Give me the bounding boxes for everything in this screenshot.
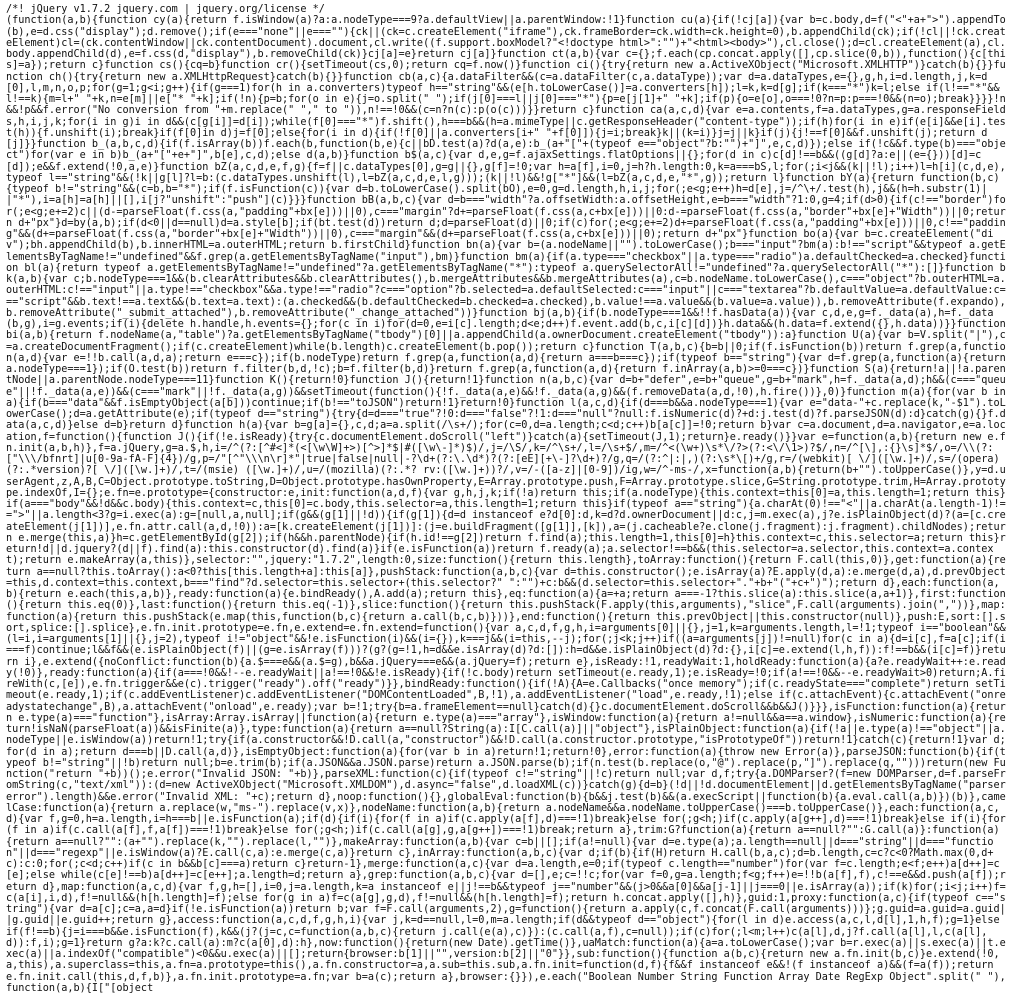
minified-code: (function(a,b){function cy(a){return f.isWindow(a)?a:a.nodeType===9?a.defaultView||a.parentWindow:!1}function cu(a){if(!cj[a]){var b=c.body,d=f("<"+a+">").appendTo(b),e=d.css("display");d.remove();if(e==="none"||e===""){ck||(ck=c.createElement("iframe"),ck.frameBorder=ck.width=ck.height=0),b.appendChild(ck);if(!cl||!ck.createElement)cl=(ck.contentWindow||ck.contentDocument).document,cl.write((f.support.boxModel?"<!doctype html>":"")+"<html><body>"),cl.close();d=cl.createElement(a),cl.body.appendChild(d),e=f.css(d,"display"),b.removeChild(ck)}cj[a]=e}return cj[a]}function ct(a,b){var c={};f.each(cp.concat.apply([],cp.slice(0,b)),function(){c[this]=a});return c}function cs(){cq=b}function cr(){setTimeout(cs,0);return cq=f.now()}function ci(){try{return new a.ActiveXObject("Microsoft.XMLHTTP")}catch(b){}}function ch(){try{return new a.XMLHttpRequest}catch(b){}}function cb(a,c){a.dataFilter&&(c=a.dataFilter(c,a.dataType));var d=a.dataTypes,e={},g,h,i=d.length,j,k=d[0],l,m,n,o,p;for(g=1;g<i;g++){if(g===1)for(h in a.converters)typeof h=="string"&&(e[h.toLowerCase()]=a.converters[h]);l=k,k=d[g];if(k==="*")k=l;else if(l!=="*"&&l!==k){m=l+" "+k,n=e[m]||e["* "+k];if(!n){p=b;for(o in e){j=o.split(" ");if(j[0]===l||j[0]==="*"){p=e[j[1]+" "+k];if(p){o=e[o],o===!0?n=p:p===!0&&(n=o);break}}}}!n&&!p&&f.error("No conversion from "+m.replace(" "," to ")),n!==!0&&(c=n?n(c):p(o(c)))}}return c}function ca(a,c,d){var e=a.contents,f=a.dataTypes,g=a.responseFields,h,i,j,k;for(i in g)i in d&&(c[g[i]]=d[i]);while(f[0]==="*")f.shift(),h===b&&(h=a.mimeType||c.getResponseHeader("content-type"));if(h)for(i in e)if(e[i]&&e[i].test(h)){f.unshift(i);break}if(f[0]in d)j=f[0];else{for(i in d){if(!f[0]||a.converters[i+" "+f[0]]){j=i;break}k||(k=i)}j=j||k}if(j){j!==f[0]&&f.unshift(j);return d[j]}}function b_(a,b,c,d){if(f.isArray(b))f.each(b,function(b,e){c||bD.test(a)?d(a,e):b_(a+"["+(typeof e=="object"?b:"")+"]",e,c,d)});else if(!c&&f.type(b)==="object")for(var e in b)b_(a+"["+e+"]",b[e],c,d);else d(a,b)}function b$(a,c){var d,e,g=f.ajaxSettings.flatOptions||{};for(d in c)c[d]!==b&&((g[d]?a:e||(e={}))[d]=c[d]);e&&f.extend(!0,a,e)}function bZ(a,c,d,e,f,g){f=f||c.dataTypes[0],g=g||{},g[f]=!0;var h=a[f],i=0,j=h?h.length:0,k=a===bS,l;for(;i<j&&(k||!l);i++)l=h[i](c,d,e),typeof l=="string"&&(!k||g[l]?l=b:(c.dataTypes.unshift(l),l=bZ(a,c,d,e,l,g)));(k||!l)&&!g["*"]&&(l=bZ(a,c,d,e,"*",g));return l}function bY(a){return function(b,c){typeof b!="string"&&(c=b,b="*");if(f.isFunction(c)){var d=b.toLowerCase().split(bO),e=0,g=d.length,h,i,j;for(;e<g;e++)h=d[e],j=/^\+/.test(h),j&&(h=h.substr(1)||"*"),i=a[h]=a[h]||[],i[j?"unshift":"push"](c)}}}function bB(a,b,c){var d=b==="width"?a.offsetWidth:a.offsetHeight,e=b==="width"?1:0,g=4;if(d>0){if(c!=="border")for(;e<g;e+=2)c||(d-=parseFloat(f.css(a,"padding"+bx[e]))||0),c==="margin"?d+=parseFloat(f.css(a,c+bx[e]))||0:d-=parseFloat(f.css(a,"border"+bx[e]+"Width"))||0;return d+"px"}d=by(a,b);if(d<0||d==null)d=a.style[b];if(bt.test(d))return d;d=parseFloat(d)||0;if(c)for(;e<g;e+=2)d+=parseFloat(f.css(a,"padding"+bx[e]))||0,c!=="padding"&&(d+=parseFloat(f.css(a,"border"+bx[e]+"Width"))||0),c==="margin"&&(d+=parseFloat(f.css(a,c+bx[e]))||0);return d+"px"}function bo(a){var b=c.createElement("div");bh.appendChild(b),b.innerHTML=a.outerHTML;return b.firstChild}function bn(a){var b=(a.nodeName||"").toLowerCase();b==="input"?bm(a):b!=="script"&&typeof a.getElementsByTagName!="undefined"&&f.grep(a.getElementsByTagName("input"),bm)}function bm(a){if(a.type==="checkbox"||a.type==="radio")a.defaultChecked=a.checked}function bl(a){return typeof a.getElementsByTagName!="undefined"?a.getElementsByTagName("*"):typeof a.querySelectorAll!="undefined"?a.querySelectorAll("*"):[]}function bk(a,b){var c;b.nodeType===1&&(b.clearAttributes&&b.clearAttributes(),b.mergeAttributes&&b.mergeAttributes(a),c=b.nodeName.toLowerCase(),c==="object"?b.outerHTML=a.outerHTML:c!=="input"||a.type!=="checkbox"&&a.type!=="radio"?c==="option"?b.selected=a.defaultSelected:c==="input"||c==="textarea"?b.defaultValue=a.defaultValue:c==="script"&&b.text!==a.text&&(b.text=a.text):(a.checked&&(b.defaultChecked=b.checked=a.checked),b.value!==a.value&&(b.value=a.value)),b.removeAttribute(f.expando),b.removeAttribute("_submit_attached"),b.removeAttribute("_change_attached"))}function bj(a,b){if(b.nodeType===1&&!!f.hasData(a)){var c,d,e,g=f._data(a),h=f._data(b,g),i=g.events;if(i){delete h.handle,h.events={};for(c in i)for(d=0,e=i[c].length;d<e;d++)f.event.add(b,c,i[c][d])}h.data&&(h.data=f.extend({},h.data))}}function bi(a,b){return f.nodeName(a,"table")?a.getElementsByTagName("tbody")[0]||a.appendChild(a.ownerDocument.createElement("tbody")):a}function U(a){var b=V.split("|"),c=a.createDocumentFragment();if(c.createElement)while(b.length)c.createElement(b.pop());return c}function T(a,b,c){b=b||0;if(f.isFunction(b))return f.grep(a,function(a,d){var e=!!b.call(a,d,a);return e===c});if(b.nodeType)return f.grep(a,function(a,d){return a===b===c});if(typeof b=="string"){var d=f.grep(a,function(a){return a.nodeType===1});if(O.test(b))return f.filter(b,d,!c);b=f.filter(b,d)}return f.grep(a,function(a,d){return f.inArray(a,b)>=0===c})}function S(a){return!a||!a.parentNode||a.parentNode.nodeType===11}function K(){return!0}function J(){return!1}function n(a,b,c){var d=b+"defer",e=b+"queue",g=b+"mark",h=f._data(a,d);h&&(c==="queue"||!f._data(a,e))&&(c==="mark"||!f._data(a,g))&&setTimeout(function(){!f._data(a,e)&&!f._data(a,g)&&(f.removeData(a,d,!0),h.fire())},0)}function m(a){for(var b in a){if(b==="data"&&f.isEmptyObject(a[b]))continue;if(b!=="toJSON")return!1}return!0}function l(a,c,d){if(d===b&&a.nodeType===1){var e="data-"+c.replace(k,"-$1").toLowerCase();d=a.getAttribute(e);if(typeof d=="string"){try{d=d==="true"?!0:d==="false"?!1:d==="null"?null:f.isNumeric(d)?+d:j.test(d)?f.parseJSON(d):d}catch(g){}f.data(a,c,d)}else d=b}return d}function h(a){var b=g[a]={},c,d;a=a.split(/\s+/);for(c=0,d=a.length;c<d;c++)b[a[c]]=!0;return b}var c=a.document,d=a.navigator,e=a.location,f=function(){function J(){if(!e.isReady){try{c.documentElement.doScroll("left")}catch(a){setTimeout(J,1);return}e.ready()}}var e=function(a,b){return new e.fn.init(a,b,h)},f=a.jQuery,g=a.$,h,i=/^(?:[^#<]*(<[\w\W]+>)[^>]*$|#([\w\-]*)$)/,j=/\S/,k=/^\s+/,l=/\s+$/,m=/^<(\w+)\s*\/?>(?:<\/\1>)?$/,n=/^[\],:{}\s]*$/,o=/\\(?:["\\\/bfnrt]|u[0-9a-fA-F]{4})/g,p=/"[^"\\\n\r]*"|true|false|null|-?\d+(?:\.\d*)?(?:[eE][+\-]?\d+)?/g,q=/(?:^|:|,)(?:\s*\[)+/g,r=/(webkit)[ \/]([\w.]+)/,s=/(opera)(?:.*version)?[ \/]([\w.]+)/,t=/(msie) ([\w.]+)/,u=/(mozilla)(?:.*? rv:([\w.]+))?/,v=/-([a-z]|[0-9])/ig,w=/^-ms-/,x=function(a,b){return(b+"").toUpperCase()},y=d.userAgent,z,A,B,C=Object.prototype.toString,D=Object.prototype.hasOwnProperty,E=Array.prototype.push,F=Array.prototype.slice,G=String.prototype.trim,H=Array.prototype.indexOf,I={};e.fn=e.prototype={constructor:e,init:function(a,d,f){var g,h,j,k;if(!a)return this;if(a.nodeType){this.context=this[0]=a,this.length=1;return this}if(a==="body"&&!d&&c.body){this.context=c,this[0]=c.body,this.selector=a,this.length=1;return this}if(typeof a=="string"){a.charAt(0)!=="<"||a.charAt(a.length-1)!==">"||a.length<3?g=i.exec(a):g=[null,a,null];if(g&&(g[1]||!d)){if(g[1]){d=d instanceof e?d[0]:d,k=d?d.ownerDocument||d:c,j=m.exec(a),j?e.isPlainObject(d)?(a=[c.createElement(j[1])],e.fn.attr.call(a,d,!0)):a=[k.createElement(j[1])]:(j=e.buildFragment([g[1]],[k]),a=(j.cacheable?e.clone(j.fragment):j.fragment).childNodes);return e.merge(this,a)}h=c.getElementById(g[2]);if(h&&h.parentNode){if(h.id!==g[2])return f.find(a);this.length=1,this[0]=h}this.context=c,this.selector=a;return this}return!d||d.jquery?(d||f).find(a):this.constructor(d).find(a)}if(e.isFunction(a))return f.ready(a);a.selector!==b&&(this.selector=a.selector,this.context=a.context);return e.makeArray(a,this)},selector:"",jquery:"1.7.2",length:0,size:function(){return this.length},toArray:function(){return F.call(this,0)},get:function(a){return a==null?this.toArray():a<0?this[this.length+a]:this[a]},pushStack:function(a,b,c){var d=this.constructor();e.isArray(a)?E.apply(d,a):e.merge(d,a),d.prevObject=this,d.context=this.context,b==="find"?d.selector=this.selector+(this.selector?" ":"")+c:b&&(d.selector=this.selector+"."+b+"("+c+")");return d},each:function(a,b){return e.each(this,a,b)},ready:function(a){e.bindReady(),A.add(a);return this},eq:function(a){a=+a;return a===-1?this.slice(a):this.slice(a,a+1)},first:function(){return this.eq(0)},last:function(){return this.eq(-1)},slice:function(){return this.pushStack(F.apply(this,arguments),"slice",F.call(arguments).join(","))},map:function(a){return this.pushStack(e.map(this,function(b,c){return a.call(b,c,b)}))},end:function(){return this.prevObject||this.constructor(null)},push:E,sort:[].sort,splice:[].splice},e.fn.init.prototype=e.fn,e.extend=e.fn.extend=function(){var a,c,d,f,g,h,i=arguments[0]||{},j=1,k=arguments.length,l=!1;typeof i=="boolean"&&(l=i,i=arguments[1]||{},j=2),typeof i!="object"&&!e.isFunction(i)&&(i={}),k===j&&(i=this,--j);for(;j<k;j++)if((a=arguments[j])!=null)for(c in a){d=i[c],f=a[c];if(i===f)continue;l&&f&&(e.isPlainObject(f)||(g=e.isArray(f)))?(g?(g=!1,h=d&&e.isArray(d)?d:[]):h=d&&e.isPlainObject(d)?d:{},i[c]=e.extend(l,h,f)):f!==b&&(i[c]=f)}return i},e.extend({noConflict:function(b){a.$===e&&(a.$=g),b&&a.jQuery===e&&(a.jQuery=f);return e},isReady:!1,readyWait:1,holdReady:function(a){a?e.readyWait++:e.ready(!0)},ready:function(a){if(a===!0&&!--e.readyWait||a!==!0&&!e.isReady){if(!c.body)return setTimeout(e.ready,1);e.isReady=!0;if(a!==!0&&--e.readyWait>0)return;A.fireWith(c,[e]),e.fn.trigger&&e(c).trigger("ready").off("ready")}},bindReady:function(){if(!A){A=e.Callbacks("once memory");if(c.readyState==="complete")return setTimeout(e.ready,1);if(c.addEventListener)c.addEventListener("DOMContentLoaded",B,!1),a.addEventListener("load",e.ready,!1);else if(c.attachEvent){c.attachEvent("onreadystatechange",B),a.attachEvent("onload",e.ready);var b=!1;try{b=a.frameElement==null}catch(d){}c.documentElement.doScroll&&b&&J()}}},isFunction:function(a){return e.type(a)==="function"},isArray:Array.isArray||function(a){return e.type(a)==="array"},isWindow:function(a){return a!=null&&a==a.window},isNumeric:function(a){return!isNaN(parseFloat(a))&&isFinite(a)},type:function(a){return a==null?String(a):I[C.call(a)]||"object"},isPlainObject:function(a){if(!a||e.type(a)!=="object"||a.nodeType||e.isWindow(a))return!1;try{if(a.constructor&&!D.call(a,"constructor")&&!D.call(a.constructor.prototype,"isPrototypeOf"))return!1}catch(c){return!1}var d;for(d in a);return d===b||D.call(a,d)},isEmptyObject:function(a){for(var b in a)return!1;return!0},error:function(a){throw new Error(a)},parseJSON:function(b){if(typeof b!="string"||!b)return null;b=e.trim(b);if(a.JSON&&a.JSON.parse)return a.JSON.parse(b);if(n.test(b.replace(o,"@").replace(p,"]").replace(q,"")))return(new Function("return "+b))();e.error("Invalid JSON: "+b)},parseXML:function(c){if(typeof c!="string"||!c)return null;var d,f;try{a.DOMParser?(f=new DOMParser,d=f.parseFromString(c,"text/xml")):(d=new ActiveXObject("Microsoft.XMLDOM"),d.async="false",d.loadXML(c))}catch(g){d=b}(!d||!d.documentElement||d.getElementsByTagName("parsererror").length)&&e.error("Invalid XML: "+c);return d},noop:function(){},globalEval:function(b){b&&j.test(b)&&(a.execScript||function(b){a.eval.call(a,b)})(b)},camelCase:function(a){return a.replace(w,"ms-").replace(v,x)},nodeName:function(a,b){return a.nodeName&&a.nodeName.toUpperCase()===b.toUpperCase()},each:function(a,c,d){var f,g=0,h=a.length,i=h===b||e.isFunction(a);if(d){if(i){for(f in a)if(c.apply(a[f],d)===!1)break}else for(;g<h;)if(c.apply(a[g++],d)===!1)break}else if(i){for(f in a)if(c.call(a[f],f,a[f])===!1)break}else for(;g<h;)if(c.call(a[g],g,a[g++])===!1)break;return a},trim:G?function(a){return a==null?"":G.call(a)}:function(a){return a==null?"":(a+"").replace(k,"").replace(l,"")},makeArray:function(a,b){var c=b||[];if(a!=null){var d=e.type(a);a.length==null||d==="string"||d==="function"||d==="regexp"||e.isWindow(a)?E.call(c,a):e.merge(c,a)}return c},inArray:function(a,b,c){var d;if(b){if(H)return H.call(b,a,c);d=b.length,c=c?c<0?Math.max(0,d+c):c:0;for(;c<d;c++)if(c in b&&b[c]===a)return c}return-1},merge:function(a,c){var d=a.length,e=0;if(typeof c.length=="number")for(var f=c.length;e<f;e++)a[d++]=c[e];else while(c[e]!==b)a[d++]=c[e++];a.length=d;return a},grep:function(a,b,c){var d=[],e;c=!!c;for(var f=0,g=a.length;f<g;f++)e=!!b(a[f],f),c!==e&&d.push(a[f]);return d},map:function(a,c,d){var f,g,h=[],i=0,j=a.length,k=a instanceof e||j!==b&&typeof j=="number"&&(j>0&&a[0]&&a[j-1]||j===0||e.isArray(a));if(k)for(;i<j;i++)f=c(a[i],i,d),f!=null&&(h[h.length]=f);else for(g in a)f=c(a[g],g,d),f!=null&&(h[h.length]=f);return h.concat.apply([],h)},guid:1,proxy:function(a,c){if(typeof c=="string"){var d=a[c];c=a,a=d}if(!e.isFunction(a))return b;var f=F.call(arguments,2),g=function(){return a.apply(c,f.concat(F.call(arguments)))};g.guid=a.guid=a.guid||g.guid||e.guid++;return g},access:function(a,c,d,f,g,h,i){var j,k=d==null,l=0,m=a.length;if(d&&typeof d=="object"){for(l in d)e.access(a,c,l,d[l],1,h,f);g=1}else if(f!==b){j=i===b&&e.isFunction(f),k&&(j?(j=c,c=function(a,b,c){return j.call(e(a),c)}):(c.call(a,f),c=null));if(c)for(;l<m;l++)c(a[l],d,j?f.call(a[l],l,c(a[l],d)):f,i);g=1}return g?a:k?c.call(a):m?c(a[0],d):h},now:function(){return(new Date).getTime()},uaMatch:function(a){a=a.toLowerCase();var b=r.exec(a)||s.exec(a)||t.exec(a)||a.indexOf("compatible")<0&&u.exec(a)||[];return{browser:b[1]||"",version:b[2]||"0"}},sub:function(){function a(b,c){return new a.fn.init(b,c)}e.extend(!0,a,this),a.superclass=this,a.fn=a.prototype=this(),a.fn.constructor=a,a.sub=this.sub,a.fn.init=function(d,f){f&&f instanceof e&&!(f instanceof a)&&(f=a(f));return e.fn.init.call(this,d,f,b)},a.fn.init.prototype=a.fn;var b=a(c);return a},browser:{}}),e.each("Boolean Number String Function Array Date RegExp Object".split(" "),function(a,b){I["[object [6,15,1012,994]
license-comment: /*! jQuery v1.7.2 jquery.com | jquery.org/license */ [6,4,325,15]
